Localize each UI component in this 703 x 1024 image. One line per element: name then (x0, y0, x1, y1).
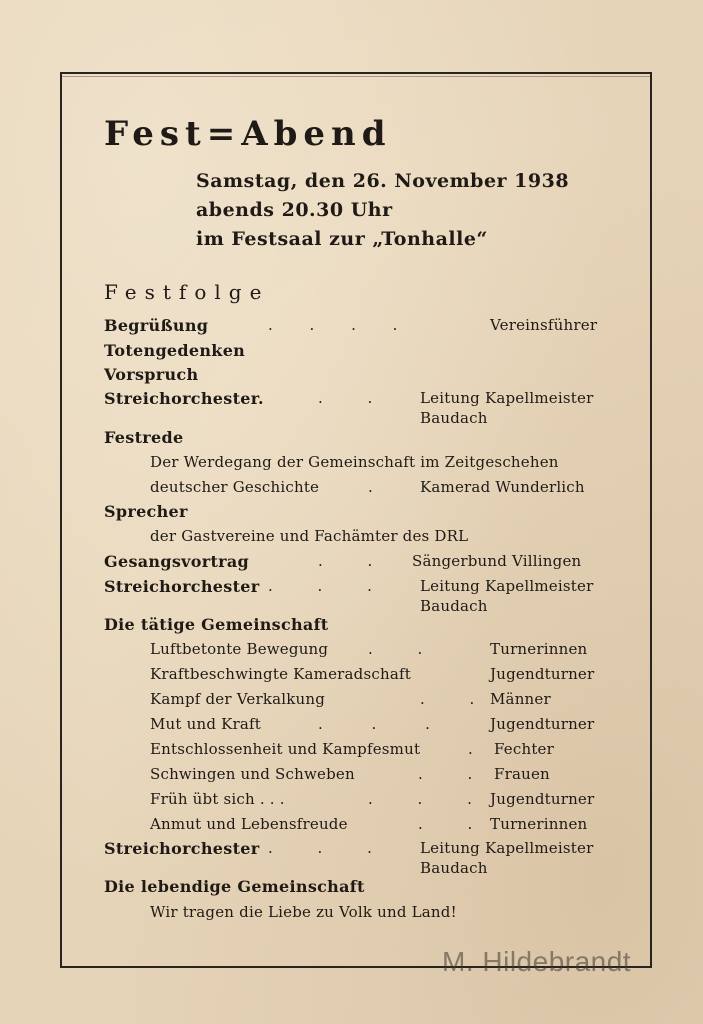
program-item-performer: Kamerad Wunderlich (420, 478, 585, 496)
program-item-subtitle: Mut und Kraft (150, 715, 262, 733)
time-line: abends 20.30 Uhr (196, 199, 393, 221)
program-item-title: Totengedenken (104, 341, 246, 360)
program-item-subtitle: Wir tragen die Liebe zu Volk und Land! (150, 903, 457, 921)
program-item-title: Streichorchester (104, 839, 260, 858)
program-item-performer: Fechter (494, 740, 555, 758)
program-item-dots: . . (420, 690, 475, 708)
program-item-performer-cont: Baudach (420, 597, 488, 615)
program-item-title: Streichorchester (104, 577, 260, 596)
program-item-dots: . . . (268, 839, 372, 857)
program-item-subtitle: der Gastvereine und Fachämter des DRL (150, 527, 469, 545)
program-item-performer-cont: Baudach (420, 859, 488, 877)
venue-line: im Festsaal zur „Tonhalle“ (196, 228, 488, 250)
program-item-subtitle: Luftbetonte Bewegung (150, 640, 329, 658)
program-item-performer: Jugendturner (490, 715, 595, 733)
program-item-subtitle: Schwingen und Schweben (150, 765, 355, 783)
program-item-performer: Turnerinnen (490, 640, 588, 658)
program-item-title: Streichorchester. (104, 389, 264, 408)
program-item-dots: . . (368, 640, 423, 658)
program-heading: Festfolge (104, 280, 270, 304)
program-item-dots: . . (418, 815, 473, 833)
program-item-title: Die tätige Gemeinschaft (104, 615, 329, 634)
program-item-performer: Leitung Kapellmeister (420, 577, 594, 595)
program-item-performer: Leitung Kapellmeister (420, 389, 594, 407)
program-item-performer: Turnerinnen (490, 815, 588, 833)
date-line: Samstag, den 26. November 1938 (196, 170, 570, 192)
program-item-subtitle: Anmut und Lebensfreude (150, 815, 348, 833)
program-item-dots: . . (318, 552, 373, 570)
frame-shadow (60, 76, 652, 77)
program-item-title: Sprecher (104, 502, 188, 521)
program-item-subtitle: Der Werdegang der Gemeinschaft im Zeitgeschehen (150, 453, 559, 471)
program-item-subtitle: Kraftbeschwingte Kameradschaft (150, 665, 411, 683)
program-item-performer: Jugendturner (490, 790, 595, 808)
program-item-dots: . . . (368, 790, 472, 808)
program-item-dots: . . (418, 765, 473, 783)
program-item-subtitle: Entschlossenheit und Kampfesmut (150, 740, 421, 758)
program-item-performer: Frauen (494, 765, 550, 783)
program-item-performer: Sängerbund Villingen (412, 552, 582, 570)
program-item-performer-cont: Baudach (420, 409, 488, 427)
program-item-performer: Männer (490, 690, 551, 708)
program-item-subtitle: deutscher Geschichte (150, 478, 320, 496)
program-item-title: Vorspruch (104, 365, 199, 384)
program-item-title: Begrüßung (104, 316, 209, 335)
program-item-dots: . . (318, 389, 373, 407)
program-item-dots: . . . . (268, 316, 398, 334)
program-item-performer: Jugendturner (490, 665, 595, 683)
program-item-subtitle: Kampf der Verkalkung (150, 690, 326, 708)
program-item-dots: . (368, 478, 373, 496)
program-item-performer: Leitung Kapellmeister (420, 839, 594, 857)
program-item-performer: Vereinsführer (490, 316, 598, 334)
watermark: M. Hildebrandt (442, 946, 632, 977)
program-item-dots: . . . (318, 715, 430, 733)
program-item-title: Gesangsvortrag (104, 552, 250, 571)
page-title: Fest=Abend (104, 114, 392, 154)
program-item-title: Die lebendige Gemeinschaft (104, 877, 365, 896)
program-item-dots: . . . (268, 577, 372, 595)
program-item-subtitle: Früh übt sich . . . (150, 790, 285, 808)
program-item-title: Festrede (104, 428, 184, 447)
program-item-dots: . (468, 740, 473, 758)
